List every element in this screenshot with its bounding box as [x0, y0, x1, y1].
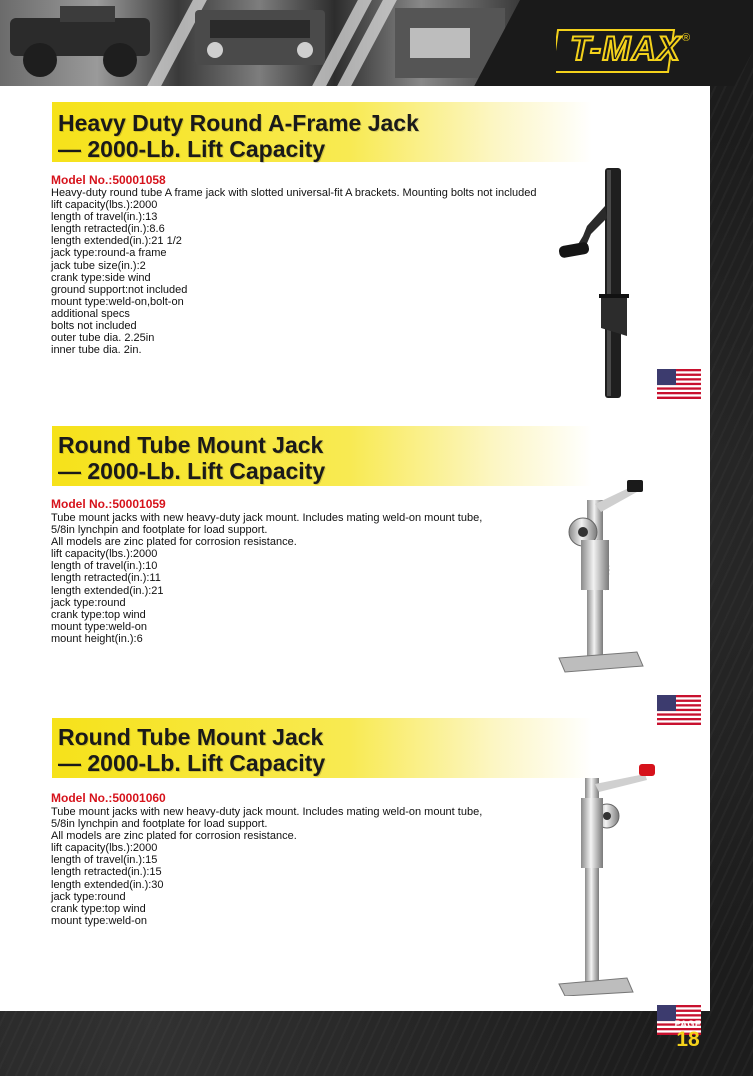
product-title — [58, 110, 419, 162]
header-vehicle-photo — [0, 0, 540, 86]
a-frame-jack-image — [555, 166, 645, 406]
product-section-2 — [0, 420, 710, 710]
title-line-2: — 2000-Lb. Lift Capacity — [58, 458, 326, 484]
product-title — [58, 432, 325, 484]
spec-item: ground support:not included — [51, 283, 188, 296]
spec-item: inner tube dia. 2in. — [51, 344, 142, 357]
spec-item: lift capacity(lbs.):2000 — [51, 842, 158, 855]
spec-item: mount type:weld-on,bolt-on — [51, 295, 184, 308]
tube-mount-jack-image — [555, 758, 665, 996]
title-line-1: Heavy Duty Round A-Frame Jack — [58, 110, 419, 136]
spec-item: All models are zinc plated for corrosion resistance. — [51, 830, 297, 843]
spec-item: jack type:round-a frame — [51, 247, 167, 260]
spec-item: mount height(in.):6 — [51, 632, 143, 645]
product-title — [58, 724, 325, 776]
spec-item: 5/8in lynchpin and footplate for load support. — [51, 524, 268, 537]
spec-item: bolts not included — [51, 320, 137, 333]
spec-item: length extended(in.):30 — [51, 878, 164, 891]
catalog-page — [0, 86, 710, 1011]
spec-item: mount type:weld-on — [51, 914, 147, 927]
spec-list — [51, 187, 536, 356]
registered-mark: ® — [682, 32, 691, 44]
spec-item: jack tube size(in.):2 — [51, 259, 146, 272]
spec-item: length of travel(in.):13 — [51, 211, 158, 224]
spec-item: Tube mount jacks with new heavy-duty jack mount. Includes mating weld-on mount tube, — [51, 512, 483, 524]
product-section-3 — [0, 712, 710, 1002]
spec-item: All models are zinc plated for corrosion resistance. — [51, 536, 297, 549]
spec-item: additional specs — [51, 307, 130, 320]
spec-item: length retracted(in.):8.6 — [51, 223, 165, 236]
model-number: Model No.:50001059 — [51, 497, 166, 511]
spec-item: length of travel(in.):10 — [51, 560, 158, 573]
spec-item: Tube mount jacks with new heavy-duty jack mount. Includes mating weld-on mount tube, — [51, 806, 483, 818]
spec-item: outer tube dia. 2.25in — [51, 332, 155, 345]
spec-item: lift capacity(lbs.):2000 — [51, 548, 158, 561]
spec-item: mount type:weld-on — [51, 620, 147, 633]
title-line-2: — 2000-Lb. Lift Capacity — [58, 750, 326, 776]
spec-item: length extended(in.):21 1/2 — [51, 235, 182, 248]
page-label: PAGE — [674, 1019, 702, 1029]
title-line-1: Round Tube Mount Jack — [58, 432, 324, 458]
spec-item: lift capacity(lbs.):2000 — [51, 199, 158, 212]
spec-item: crank type:top wind — [51, 902, 146, 915]
model-number: Model No.:50001058 — [51, 173, 166, 187]
spec-item: length retracted(in.):15 — [51, 866, 162, 879]
product-section-1 — [0, 96, 710, 416]
spec-item: jack type:round — [51, 596, 126, 609]
spec-item: 5/8in lynchpin and footplate for load support. — [51, 818, 268, 831]
spec-item: crank type:side wind — [51, 271, 151, 284]
page-number: 18 — [676, 1028, 700, 1051]
spec-item: length extended(in.):21 — [51, 584, 164, 597]
logo-text: T-MAX — [570, 30, 681, 68]
spec-item: length retracted(in.):11 — [51, 572, 161, 585]
spec-item: length of travel(in.):15 — [51, 854, 158, 867]
header-banner — [0, 0, 753, 86]
title-line-1: Round Tube Mount Jack — [58, 724, 324, 750]
spec-list — [51, 512, 482, 645]
tube-mount-jack-image — [545, 480, 655, 675]
spec-item: crank type:top wind — [51, 608, 146, 621]
model-number: Model No.:50001060 — [51, 791, 166, 805]
spec-list — [51, 806, 482, 927]
spec-item: Heavy-duty round tube A frame jack with slotted universal-fit A brackets. Mounting bolts not included — [51, 187, 537, 199]
title-line-2: — 2000-Lb. Lift Capacity — [58, 136, 326, 162]
spec-item: jack type:round — [51, 890, 126, 903]
us-flag-icon — [657, 369, 701, 399]
tmax-logo[interactable] — [556, 26, 691, 74]
